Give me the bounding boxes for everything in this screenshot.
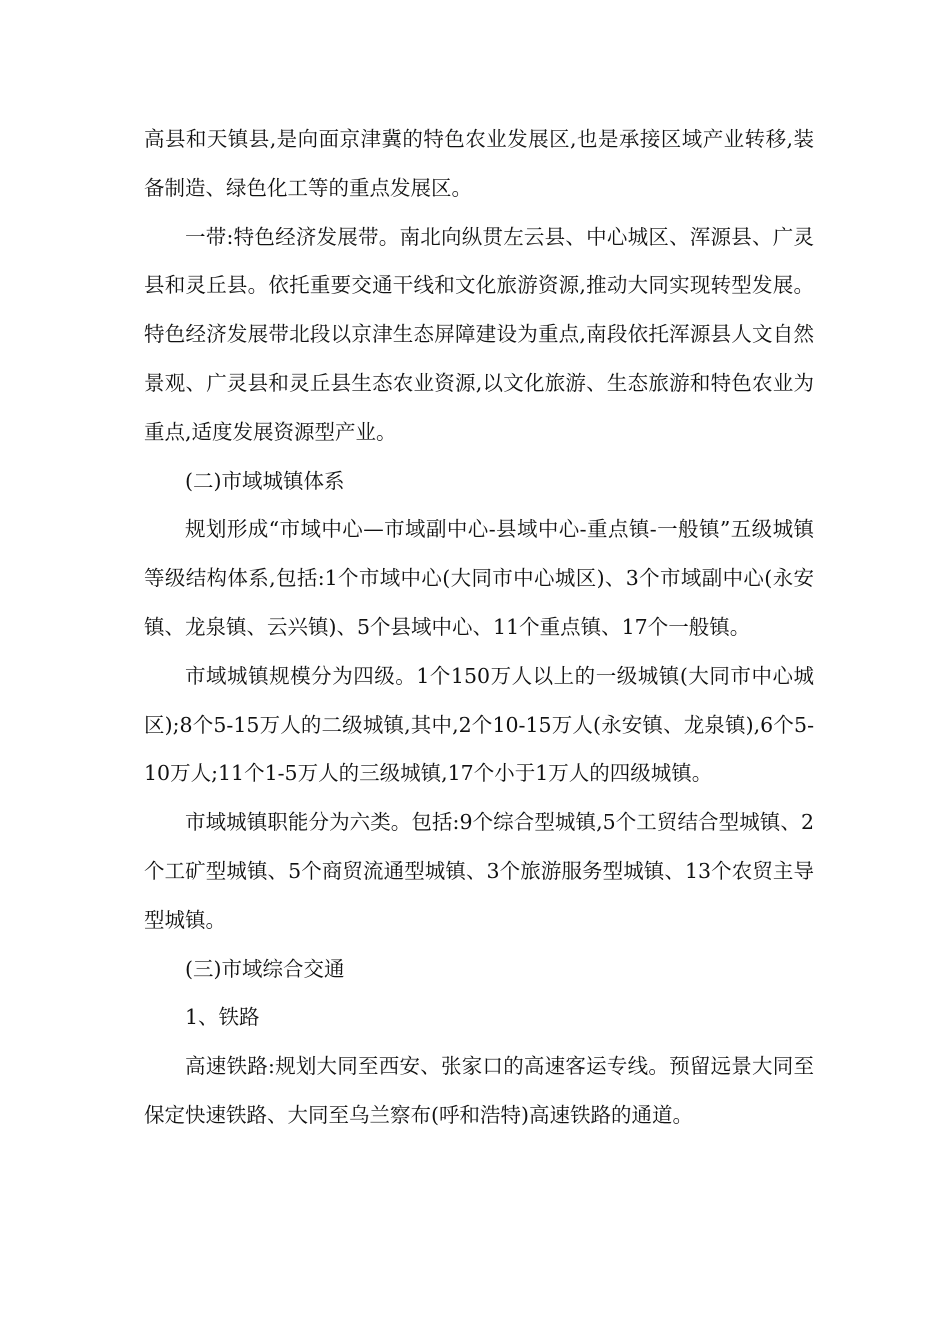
section-heading-town-system: (二)市域城镇体系 (185, 468, 345, 493)
document-page (144, 115, 814, 1140)
paragraph-one-belt: 一带:特色经济发展带。南北向纵贯左云县、中心城区、浑源县、广灵县和灵丘县。依托重要交通干线和文化旅游资源,推动大同实现转型发展。特色经济发展带北段以京津生态屏障建设为重点,南段依托浑源县人文自然景观、广灵县和灵丘县生态农业资源,以文化旅游、生态旅游和特色农业为重点,适度发展资源型产业。 (144, 224, 814, 444)
paragraph-town-hierarchy: 规划形成“市域中心—市域副中心-县域中心-重点镇-一般镇”五级城镇等级结构体系,包括:1个市域中心(大同市中心城区)、3个市域副中心(永安镇、龙泉镇、云兴镇)、5个县域中心、11个重点镇、17个一般镇。 (144, 517, 814, 639)
paragraph-high-speed-rail: 高速铁路:规划大同至西安、张家口的高速客运专线。预留远景大同至保定快速铁路、大同至乌兰察布(呼和浩特)高速铁路的通道。 (144, 1054, 814, 1127)
paragraph-town-scale: 市域城镇规模分为四级。1个150万人以上的一级城镇(大同市中心城区);8个5-15万人的二级城镇,其中,2个10-15万人(永安镇、龙泉镇),6个5-10万人;11个1-5万人的三级城镇,17个小于1万人的四级城镇。 (144, 663, 814, 786)
subsection-heading-railway: 1、铁路 (185, 1005, 260, 1030)
paragraph-continuation: 高县和天镇县,是向面京津冀的特色农业发展区,也是承接区域产业转移,装备制造、绿色化工等的重点发展区。 (144, 127, 814, 200)
paragraph-town-functions: 市域城镇职能分为六类。包括:9个综合型城镇,5个工贸结合型城镇、2个工矿型城镇、5个商贸流通型城镇、3个旅游服务型城镇、13个农贸主导型城镇。 (144, 810, 814, 932)
section-heading-transport: (三)市域综合交通 (185, 956, 345, 981)
